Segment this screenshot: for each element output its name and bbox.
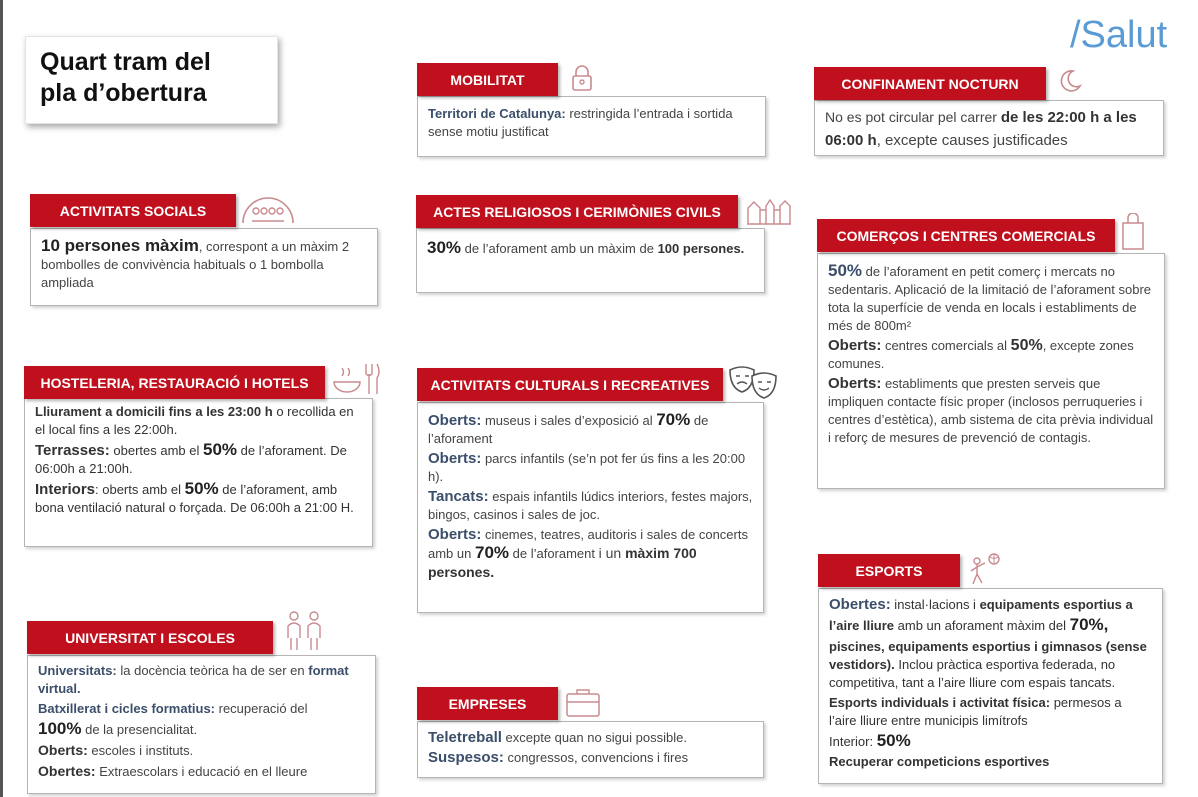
culturals-oberts-2: Oberts: [428,450,482,467]
esports-text-1: instal·lacions i [890,597,980,612]
group-icon [240,193,296,225]
religiosos-max: 100 persones. [657,241,745,256]
comercos-percent: 50% [828,261,863,280]
building-icon [746,194,792,226]
confinament-header: CONFINAMENT NOCTURN [814,67,1046,100]
page-edge [0,0,3,797]
hosteleria-text-4: : oberts amb el [95,482,185,497]
hosteleria-terrasses: Terrasses: [35,442,110,459]
comercos-header: COMERÇOS I CENTRES COMERCIALS [817,219,1115,252]
page-title [25,36,278,124]
confinament-text-2: , excepte causes justificades [876,132,1068,149]
culturals-text-7: i un [598,545,626,561]
hosteleria-percent-1: 50% [203,440,238,459]
esports-interior: Interior: [829,734,877,749]
briefcase-icon [565,686,601,718]
esports-piscines: piscines, equipaments esportius i gimnasos (sense vestidors). [829,639,1147,672]
comercos-oberts-1: Oberts: [828,337,882,354]
comercos-percent-2: 50% [1010,337,1043,354]
culturals-tancats: Tancats: [428,488,489,505]
socials-max: 10 persones màxim [41,236,199,255]
culturals-oberts-3: Oberts: [428,526,482,543]
confinament-box [814,100,1164,156]
religiosos-box [416,228,765,293]
esports-header: ESPORTS [818,554,960,587]
religiosos-percent: 30% [427,238,462,257]
hosteleria-interiors: Interiors [35,481,96,498]
socials-text: , correspont a un màxim 2 bombolles de convivència habituals o 1 bombolla ampliada [41,239,350,290]
universitat-header: UNIVERSITAT I ESCOLES [27,621,273,654]
universitat-text-5: Extraescolars i educació en el lleure [95,764,308,779]
sports-icon [968,551,1004,587]
hosteleria-text-3: de l’aforament. De 06:00h a 21:00h. [35,443,347,476]
title-line-1: Quart tram del [40,48,211,76]
comercos-text-1: de l’aforament en petit comerç i mercats no sedentaris. Aplicació de la limitació de l’aforament sobre tota la superfície de venda en locals i establiments de més de 800m² [828,264,1152,333]
comercos-text-3: , excepte zones comunes. [828,338,1134,371]
culturals-header: ACTIVITATS CULTURALS I RECREATIVES [417,368,723,401]
socials-header: ACTIVITATS SOCIALS [30,194,236,227]
universitat-box [27,655,376,794]
culturals-text-5: cinemes, teatres, auditoris i sales de concerts amb un [428,527,748,561]
comercos-box [817,253,1165,489]
culturals-box [417,402,764,613]
esports-equipaments: equipaments esportius a l’aire lliure [829,597,1133,633]
empreses-text-1: excepte quan no sigui possible. [501,730,687,745]
universitat-text-2: recuperació del [215,701,308,716]
empreses-text-2: congressos, convencions i fires [503,750,689,765]
restaurant-icon [330,360,382,396]
confinament-text-1: No es pot circular pel carrer [825,109,1001,125]
title-line-2: pla d’obertura [40,79,207,107]
esports-individuals: Esports individuals i activitat física: [829,695,1051,710]
universitat-batxillerat: Batxillerat i cicles formatius: [38,701,216,716]
culturals-max: màxim 700 persones. [428,545,697,580]
esports-text-4: Inclou pràctica esportiva federada, no competitiva, tant a l’aire lliure com espais tancats. [829,657,1116,690]
hosteleria-text-2: obertes amb el [109,443,203,458]
hosteleria-text-1: o recollida en el local fins a les 22:00h. [35,404,354,437]
culturals-text-3: parcs infantils (se’n pot fer ús fins a les 20:00 h). [428,451,746,484]
theater-masks-icon [728,364,780,404]
mobilitat-box [417,96,766,157]
universitat-text-3: de la presencialitat. [81,722,198,737]
universitat-percent: 100% [38,719,82,738]
shopping-bag-icon [1120,213,1146,251]
culturals-text-1: museus i sales d’exposició al [481,413,657,428]
comercos-text-4: establiments que presten serveis que impliquen contacte físic proper (inclosos perruqueries i centres d’estètica), amb sistema de cita prèvia individual i reforç de mesures de prevenció de contagis. [828,376,1154,445]
universitat-oberts: Oberts: [38,742,88,758]
culturals-text-2: de l’aforament [428,413,709,446]
esports-percent-2: 50% [876,731,911,750]
universitat-virtual: format virtual. [38,663,349,696]
socials-box [30,228,378,306]
culturals-oberts-1: Oberts: [428,412,482,429]
mobilitat-text: restringida l’entrada i sortida sense motiu justificat [428,106,733,139]
culturals-percent-2: 70% [474,543,510,562]
esports-text-2: amb un aforament màxim del [894,618,1070,633]
mobilitat-header: MOBILITAT [417,63,558,96]
moon-icon [1057,68,1083,94]
brand-logo: /Salut [1070,14,1168,56]
religiosos-text: de l’aforament amb un màxim de [461,241,658,256]
hosteleria-header: HOSTELERIA, RESTAURACIÓ I HOTELS [24,366,325,399]
empreses-suspesos: Suspesos: [428,749,504,766]
esports-text-5: permesos a l’aire lliure entre municipis limítrofs [829,695,1122,728]
universitat-universitats: Universitats: [38,663,117,678]
confinament-hours: de les 22:00 h a les 06:00 h [825,109,1137,149]
hosteleria-percent-2: 50% [184,479,219,498]
culturals-text-6: de l’aforament [509,546,599,561]
hosteleria-delivery: Lliurament a domicili fins a les 23:00 h [35,404,273,419]
esports-obertes: Obertes: [829,596,891,613]
empreses-teletreball: Teletreball [428,729,502,746]
empreses-header: EMPRESES [417,687,558,720]
culturals-text-4: espais infantils lúdics interiors, festes majors, bingos, casinos i sales de joc. [428,489,753,522]
esports-competicions: Recuperar competicions esportives [829,754,1050,769]
esports-box [818,588,1163,784]
universitat-text-1: la docència teòrica ha de ser en [116,663,309,678]
hosteleria-text-5: de l’aforament, amb bona ventilació natural o forçada. De 06:00h a 21:00 H. [35,482,354,515]
culturals-percent-1: 70% [656,410,691,429]
people-icon [282,608,326,654]
lock-icon [570,64,594,92]
universitat-text-4: escoles i instituts. [87,743,194,758]
mobilitat-territory: Territori de Catalunya: [428,106,566,121]
comercos-text-2: centres comercials al [881,338,1011,353]
empreses-box [417,721,764,778]
comercos-oberts-2: Oberts: [828,375,882,392]
religiosos-header: ACTES RELIGIOSOS I CERIMÒNIES CIVILS [416,195,738,228]
esports-percent-1: 70%, [1069,615,1109,634]
hosteleria-box [24,398,373,547]
universitat-obertes: Obertes: [38,763,96,779]
